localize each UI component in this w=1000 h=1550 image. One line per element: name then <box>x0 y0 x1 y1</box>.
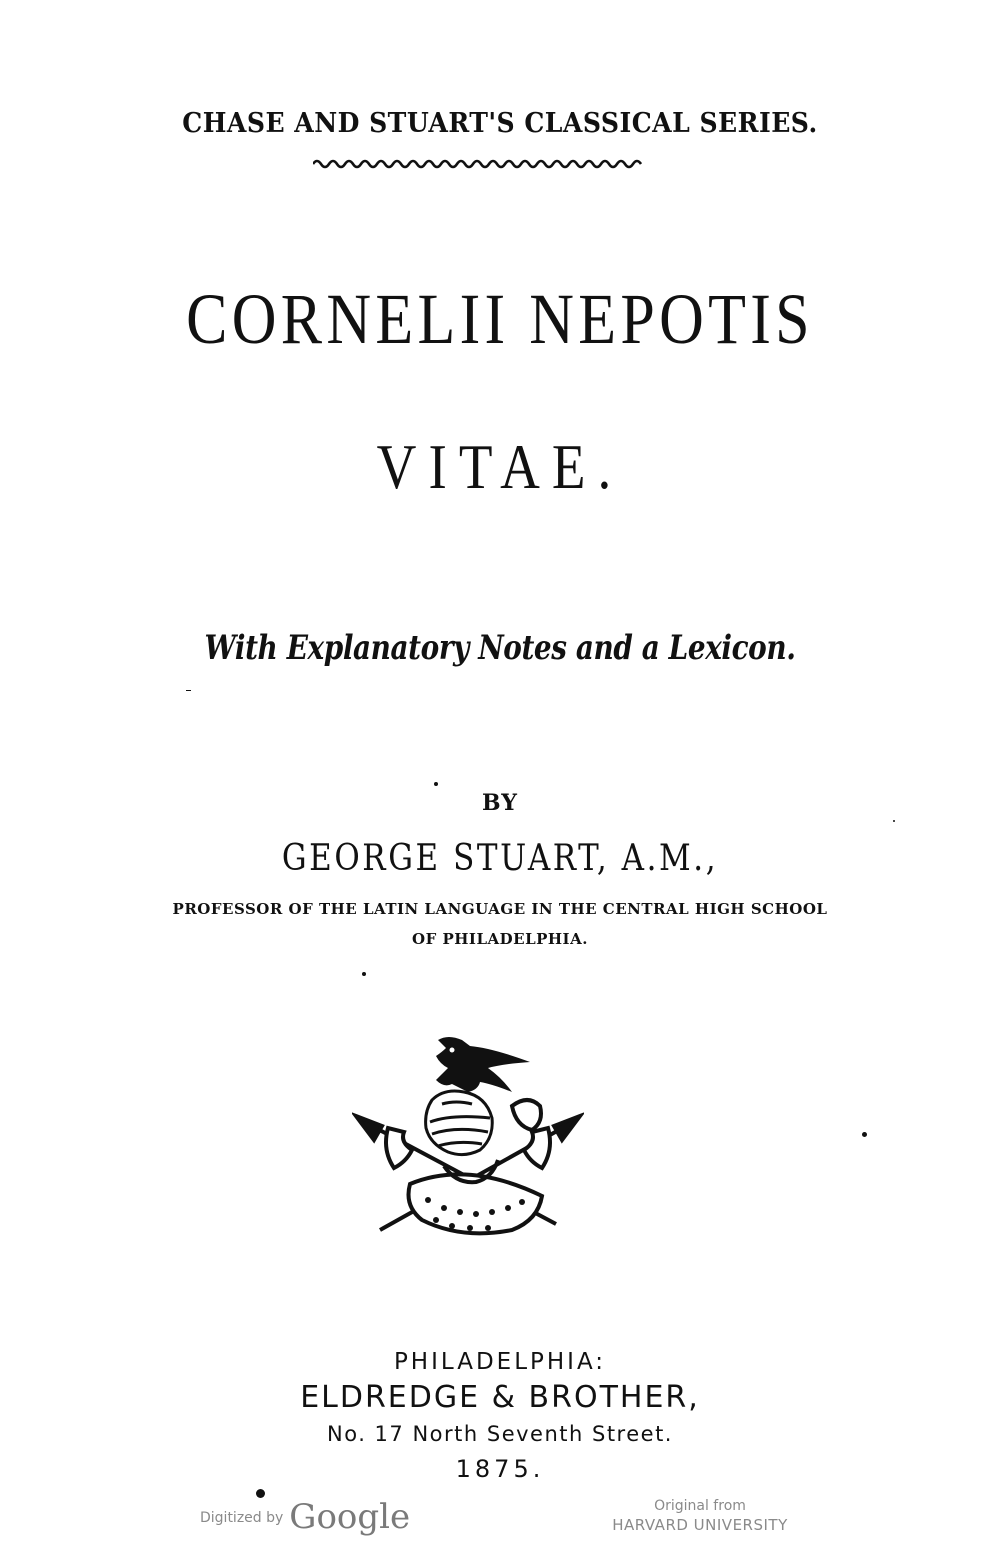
title-line-1: CORNELII NEPOTIS <box>186 279 814 359</box>
knight-emblem-icon <box>352 1034 584 1250</box>
author-name: GEORGE STUART, A.M., <box>281 838 719 879</box>
scan-speck <box>186 690 191 691</box>
digitized-by-label: Digitized by <box>200 1510 284 1526</box>
eagle-crest <box>436 1037 530 1092</box>
author-affiliation-line-2: OF PHILADELPHIA. <box>412 930 588 948</box>
imprint-address: No. 17 North Seventh Street. <box>327 1422 673 1446</box>
original-from-label: Original from <box>654 1498 746 1514</box>
google-logo: Google <box>289 1497 411 1537</box>
by-label: BY <box>482 790 518 816</box>
scan-speck <box>434 782 438 786</box>
scan-speck <box>362 972 366 976</box>
imprint-publisher: ELDREDGE & BROTHER, <box>300 1380 700 1415</box>
institution-label: HARVARD UNIVERSITY <box>612 1516 788 1534</box>
author-affiliation-line-1: PROFESSOR OF THE LATIN LANGUAGE IN THE CENTRAL HIGH SCHOOL <box>172 900 828 918</box>
shield-base <box>409 1160 543 1233</box>
scan-speck <box>256 1489 265 1498</box>
scan-speck <box>862 1132 867 1137</box>
scan-speck <box>893 820 895 822</box>
subtitle: With Explanatory Notes and a Lexicon. <box>204 628 796 668</box>
wavy-rule-ornament <box>313 157 643 171</box>
series-heading: CHASE AND STUART'S CLASSICAL SERIES. <box>182 108 818 139</box>
imprint-year: 1875. <box>455 1455 545 1483</box>
imprint-city: PHILADELPHIA: <box>393 1349 607 1375</box>
title-line-2: VITAE. <box>376 431 624 502</box>
original-from-watermark <box>600 1497 800 1535</box>
digitized-by-watermark <box>200 1497 410 1537</box>
helmet <box>426 1091 493 1155</box>
